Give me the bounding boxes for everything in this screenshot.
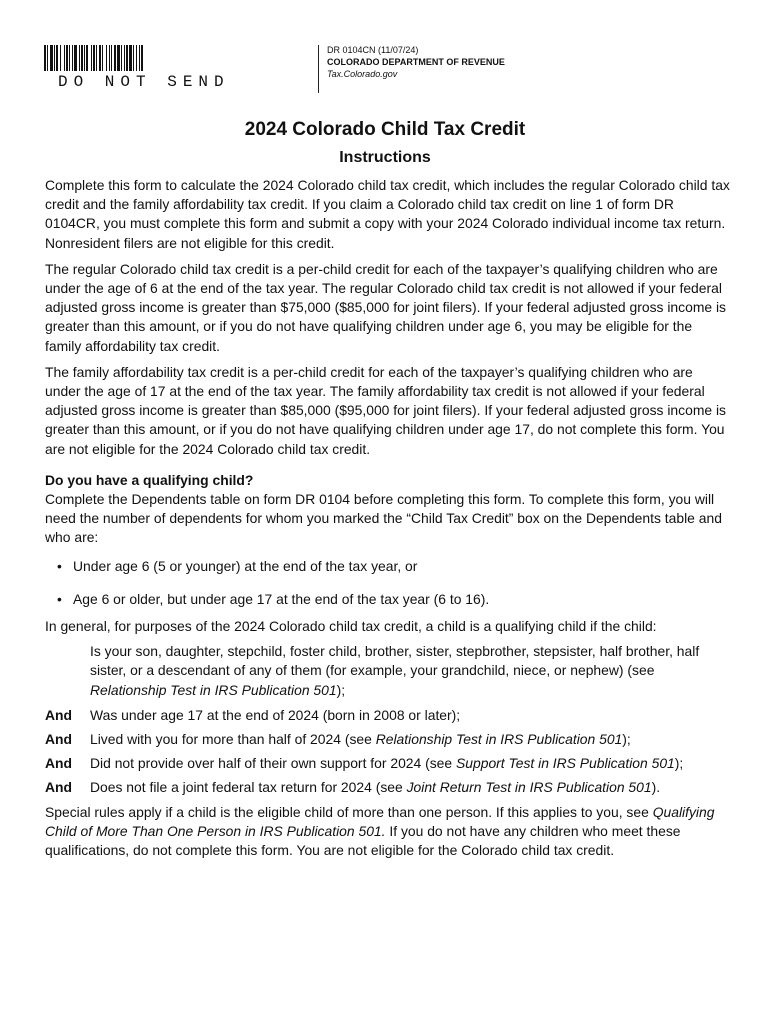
page-subtitle: Instructions (339, 149, 431, 166)
and-label: And (45, 731, 73, 748)
condition-residency: And Lived with you for more than half of 2024 (see Relationship Test in IRS Publication 501); (45, 730, 730, 749)
barcode-block (44, 45, 230, 91)
instructions-body (45, 176, 730, 867)
bullet-dot: • (57, 557, 62, 574)
qualifying-text: Complete the Dependents table on form DR 0104 before completing this form. To complete this form, you will need the number of dependents for whom you marked the “Child Tax Credit” box on the Dependents table and who are: (45, 491, 722, 546)
department-name: COLORADO DEPARTMENT OF REVENUE (327, 57, 505, 67)
condition-relationship: Is your son, daughter, stepchild, foster child, brother, sister, stepbrother, stepsister, half brother, half sister, or a descendant of any of them (for example, your grandchild, niece, or nephew) (see Relationship Test in IRS Publication 501); (90, 643, 700, 698)
and-label: And (45, 706, 73, 723)
bullet-dot: • (57, 590, 62, 607)
special-rules: Special rules apply if a child is the eligible child of more than one person. If this applies to you, see Qualifying Child of More Than One Person in IRS Publication 501. If you do not have any children who meet these qualifications, do not complete this form. You are not eligible for the Colorado child tax credit. (45, 803, 715, 859)
condition-support: And Did not provide over half of their own support for 2024 (see Support Test in IRS Publication 501); (45, 754, 730, 773)
paragraph-intro: Complete this form to calculate the 2024 Colorado child tax credit, which includes the regular Colorado child tax credit and the family affordability tax credit. If you claim a Colorado child tax credit on line 1 of form DR 0104CR, you must complete this form and submit a copy with your 2024 Colorado individual income tax return. Nonresident filers are not eligible for this credit. (45, 177, 730, 251)
general-statement: In general, for purposes of the 2024 Colorado child tax credit, a child is a qualifying child if the child: (45, 618, 657, 635)
and-label: And (45, 779, 73, 796)
header-divider (318, 45, 319, 93)
qualifying-heading: Do you have a qualifying child? (45, 471, 254, 488)
barcode-image (44, 45, 224, 71)
list-item: • Under age 6 (5 or younger) at the end of the tax year, or (57, 557, 730, 576)
do-not-send-label: DO NOT SEND (58, 73, 230, 91)
list-item: • Age 6 or older, but under age 17 at the end of the tax year (6 to 16). (57, 590, 730, 609)
condition-joint-return: And Does not file a joint federal tax return for 2024 (see Joint Return Test in IRS Publication 501). (45, 778, 730, 797)
age-bullet-list (57, 557, 730, 609)
and-label: And (45, 755, 73, 772)
condition-age: And Was under age 17 at the end of 2024 (born in 2008 or later); (45, 706, 730, 725)
header-info (327, 44, 505, 80)
form-id: DR 0104CN (11/07/24) (327, 45, 419, 55)
paragraph-regular-credit: The regular Colorado child tax credit is a per-child credit for each of the taxpayer’s qualifying children who are under the age of 6 at the end of the tax year. The regular Colorado child tax credit is not allowed if your federal adjusted gross income is greater than $75,000 ($85,000 for joint filers). If your federal adjusted gross income is greater than this amount, or if you do not have qualifying children under age 6, you may be eligible for the family affordability tax credit. (45, 260, 727, 354)
paragraph-family-credit: The family affordability tax credit is a per-child credit for each of the taxpayer’s qualifying children who are under the age of 17 at the end of the tax year. The family affordability tax credit is not allowed if your federal adjusted gross income is greater than $85,000 ($95,000 for joint filers). If your federal adjusted gross income is greater than this amount, or if you do not have qualifying children under age 17, do not complete this form. You are not eligible for the 2024 Colorado child tax credit. (45, 363, 727, 457)
page-title: 2024 Colorado Child Tax Credit (244, 119, 526, 140)
website: Tax.Colorado.gov (327, 69, 398, 79)
